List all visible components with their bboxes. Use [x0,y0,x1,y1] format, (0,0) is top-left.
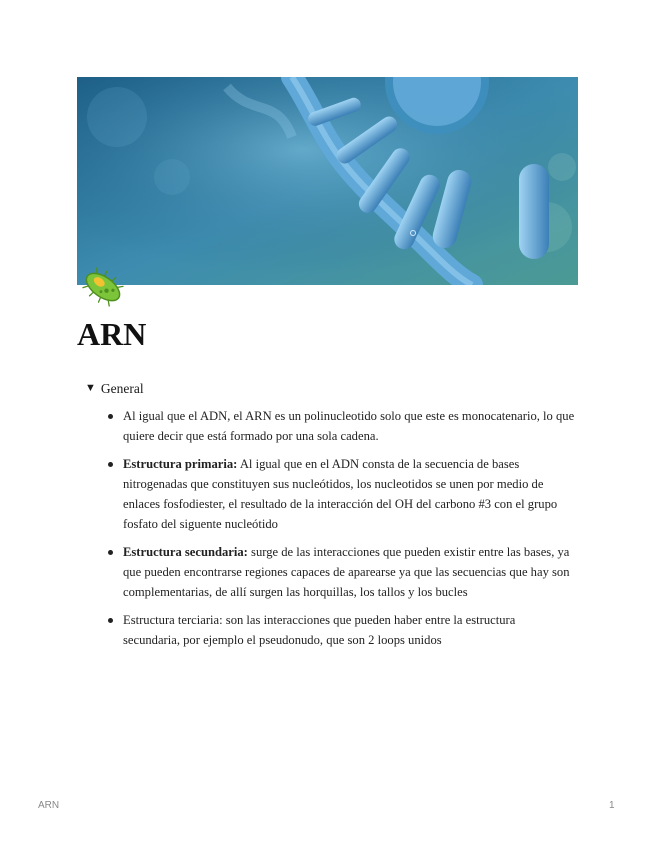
microbe-icon [80,264,126,310]
list-item [85,454,575,534]
list-item [85,542,575,602]
cover-image [77,77,578,285]
bullet-dot-icon [108,550,113,555]
triangle-down-icon[interactable]: ▼ [85,382,96,394]
bullet-list [85,406,585,650]
item-bold-lead: Estructura primaria: [123,457,238,471]
list-item [85,610,575,650]
footer-title: ARN [38,800,60,811]
bullet-dot-icon [108,618,113,623]
item-text: surge de las interacciones que pueden existir entre las bases, ya que pueden encontrarse regiones capaces de aparearse ya que las secuencias que hay son complementarias, de allí surgen las horquillas, los tallos y los bucles [123,545,570,599]
item-bold-lead: Estructura secundaria: [123,545,248,559]
toggle-label: General [100,381,144,396]
list-item [85,406,575,446]
page-number: 1 [609,800,615,811]
item-text: Estructura terciaria: son las interacciones que pueden haber entre la estructura secundaria, por ejemplo el pseudonudo, que son 2 loops unidos [123,613,516,647]
bullet-dot-icon [108,414,113,419]
bullet-dot-icon [108,462,113,467]
item-text: Al igual que en el ADN consta de la secuencia de bases nitrogenadas que constituyen sus nucleótidos, los nucleotidos se unen por medio de enlaces fosfodiester, el resultado de la interacción del OH del carbono #3 con el grupo fosfato del siguente nucleótido [123,457,558,531]
toggle-header[interactable] [85,380,585,397]
item-text: Al igual que el ADN, el ARN es un polinucleotido solo que este es monocatenario, lo que quiere decir que está formado por una sola cadena. [123,409,575,443]
toggle-block-general [85,380,585,658]
page-title: ARN [77,316,147,352]
